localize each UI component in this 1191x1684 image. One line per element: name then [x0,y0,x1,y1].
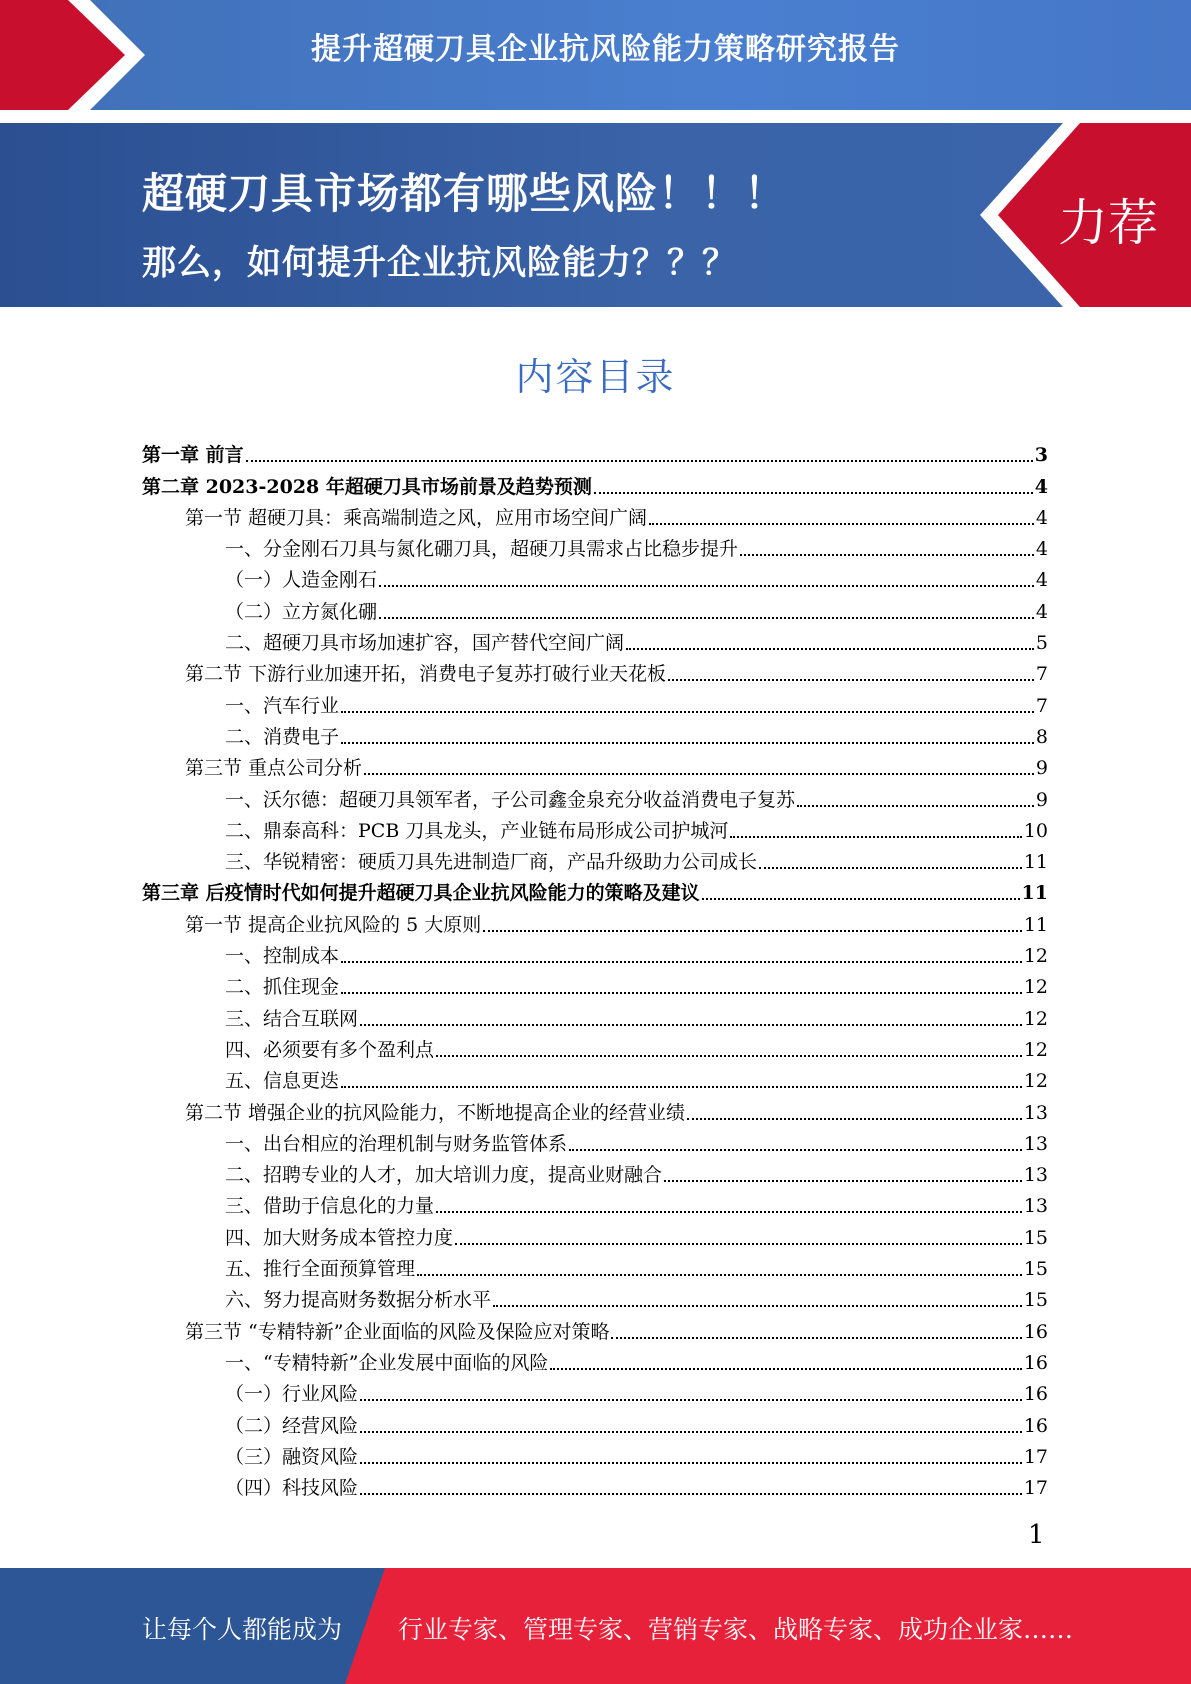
toc-entry[interactable] [142,1250,1048,1281]
toc-entry-page: 13 [1023,1132,1048,1155]
hero-question-1: 超硬刀具市场都有哪些风险！！！ [142,169,788,218]
toc-entry-page: 12 [1023,1038,1048,1061]
toc-entry-title: 一、分金刚石刀具与氮化硼刀具，超硬刀具需求占比稳步提升 [225,538,739,561]
dot-leader [341,961,1022,963]
toc-entry-page: 4 [1034,475,1048,498]
toc-entry-page: 5 [1035,632,1048,655]
toc-entry-title: 三、结合互联网 [225,1007,359,1030]
toc-entry[interactable] [142,937,1048,968]
toc-entry[interactable] [142,1312,1048,1343]
top-banner [0,0,1191,110]
toc-entry-page: 13 [1023,1101,1048,1124]
toc-entry-title: 三、借助于信息化的力量 [225,1195,435,1218]
dot-leader [360,1493,1022,1495]
toc-entry-page: 16 [1023,1383,1048,1406]
toc-entry-title: （二）经营风险 [225,1414,359,1437]
dot-leader [668,679,1034,681]
toc-entry-title: 第一节 提高企业抗风险的 5 大原则 [185,913,482,936]
dot-leader [626,648,1034,650]
dot-leader [360,1024,1022,1026]
toc-entry-title: 二、超硬刀具市场加速扩容，国产替代空间广阔 [225,632,625,655]
dot-leader [417,1274,1022,1276]
dot-leader [341,1086,1022,1088]
dot-leader [550,1368,1021,1370]
toc-entry-title: 一、出台相应的治理机制与财务监管体系 [225,1132,568,1155]
toc-entry[interactable] [142,780,1048,811]
toc-entry-page: 4 [1035,538,1048,561]
dot-leader [569,1149,1022,1151]
toc-entry[interactable] [142,843,1048,874]
dot-leader [740,554,1034,556]
toc-entry[interactable] [142,436,1048,467]
toc-entry-title: 二、鼎泰高科：PCB 刀具龙头，产业链布局形成公司护城河 [225,819,729,842]
toc-entry-page: 16 [1023,1320,1048,1343]
toc-entry-page: 9 [1035,788,1048,811]
dot-leader [246,460,1033,462]
dot-leader [360,1399,1022,1401]
toc-entry-page: 11 [1023,851,1048,874]
toc-entry-title: 第一节 超硬刀具：乘高端制造之风，应用市场空间广阔 [185,506,648,529]
toc-entry-title: （二）立方氮化硼 [225,600,378,623]
toc-entry[interactable] [142,1125,1048,1156]
toc-entry-page: 15 [1023,1289,1048,1312]
dot-leader [455,1243,1022,1245]
hero-banner [0,123,1191,307]
toc-entry[interactable] [142,686,1048,717]
toc-entry-title: 第二章 2023-2028 年超硬刀具市场前景及趋势预测 [142,475,592,498]
dot-leader [379,617,1034,619]
toc-entry-page: 10 [1023,819,1048,842]
dot-leader [649,523,1034,525]
toc-entry[interactable] [142,1375,1048,1406]
toc-entry-page: 12 [1023,976,1048,999]
dot-leader [436,1055,1022,1057]
toc-entry-title: 第三节 “专精特新”企业面临的风险及保险应对策略 [185,1320,610,1343]
toc-entry-page: 12 [1023,1070,1048,1093]
dot-leader [360,1431,1022,1433]
dot-leader [611,1337,1021,1339]
toc-entry[interactable] [142,467,1048,498]
toc-entry-title: 第三章 后疫情时代如何提升超硬刀具企业抗风险能力的策略及建议 [142,882,700,905]
dot-leader [759,867,1022,869]
toc-entry-page: 7 [1035,663,1048,686]
dot-leader [594,492,1033,494]
toc-entry-title: 一、汽车行业 [225,694,340,717]
toc-entry-title: 二、抓住现金 [225,976,340,999]
toc-entry[interactable] [142,592,1048,623]
toc-entry[interactable] [142,655,1048,686]
toc-entry[interactable] [142,1438,1048,1469]
toc-entry-title: 五、推行全面预算管理 [225,1258,416,1281]
footer-banner [0,1568,1191,1684]
dot-leader [687,1118,1022,1120]
toc-entry-page: 9 [1035,757,1048,780]
toc-entry-page: 7 [1035,694,1048,717]
toc-entry-page: 8 [1035,725,1048,748]
dot-leader [483,930,1022,932]
toc-entry[interactable] [142,1344,1048,1375]
toc-entry-title: 第二节 下游行业加速开拓，消费电子复苏打破行业天花板 [185,663,667,686]
toc-entry[interactable] [142,905,1048,936]
toc-entry-page: 12 [1023,1007,1048,1030]
toc-entry[interactable] [142,874,1048,905]
toc-entry[interactable] [142,1218,1048,1249]
toc-entry[interactable] [142,1093,1048,1124]
toc-entry-page: 13 [1023,1195,1048,1218]
toc-entry-page: 4 [1035,506,1048,529]
dot-leader [493,1305,1022,1307]
toc-entry[interactable] [142,499,1048,530]
toc-entry[interactable] [142,1406,1048,1437]
toc-entry-page: 16 [1023,1351,1048,1374]
footer-slogan-left: 让每个人都能成为 [142,1615,343,1644]
dot-leader [664,1180,1022,1182]
toc-entry-title: （一）人造金刚石 [225,569,378,592]
table-of-contents [142,436,1048,1500]
toc-entry-title: 六、努力提高财务数据分析水平 [225,1289,492,1312]
toc-entry-title: （四）科技风险 [225,1477,359,1500]
toc-entry[interactable] [142,1187,1048,1218]
toc-entry[interactable] [142,999,1048,1030]
dot-leader [364,773,1034,775]
toc-entry-page: 15 [1023,1258,1048,1281]
toc-entry[interactable] [142,1469,1048,1500]
dot-leader [360,1462,1022,1464]
toc-heading: 内容目录 [515,355,676,399]
dot-leader [797,805,1034,807]
dot-leader [702,898,1020,900]
toc-entry[interactable] [142,812,1048,843]
toc-entry[interactable] [142,1062,1048,1093]
toc-entry-page: 11 [1023,913,1048,936]
toc-entry-title: 一、沃尔德：超硬刀具领军者，子公司鑫金泉充分收益消费电子复苏 [225,788,796,811]
recommend-badge: 力荐 [1058,194,1158,252]
toc-entry-title: 二、招聘专业的人才，加大培训力度，提高业财融合 [225,1164,663,1187]
toc-entry-title: （三）融资风险 [225,1445,359,1468]
toc-entry-page: 17 [1023,1445,1048,1468]
dot-leader [730,836,1021,838]
dot-leader [341,711,1034,713]
toc-entry-page: 12 [1023,945,1048,968]
page-number: 1 [1028,1520,1045,1550]
footer-slogan-right: 行业专家、管理专家、营销专家、战略专家、成功企业家…… [398,1615,1074,1644]
toc-entry-title: 第一章 前言 [142,444,244,467]
toc-entry[interactable] [142,1281,1048,1312]
toc-entry[interactable] [142,530,1048,561]
dot-leader [341,992,1022,994]
toc-entry-title: 四、必须要有多个盈利点 [225,1038,435,1061]
toc-entry[interactable] [142,561,1048,592]
toc-entry-title: 五、信息更迭 [225,1070,340,1093]
toc-entry-title: 第三节 重点公司分析 [185,757,363,780]
toc-entry[interactable] [142,624,1048,655]
dot-leader [341,742,1034,744]
toc-entry[interactable] [142,718,1048,749]
toc-entry-title: （一）行业风险 [225,1383,359,1406]
dot-leader [379,585,1034,587]
toc-entry-page: 4 [1035,600,1048,623]
toc-entry[interactable] [142,968,1048,999]
toc-entry-title: 一、“专精特新”企业发展中面临的风险 [225,1351,549,1374]
toc-entry-title: 三、华锐精密：硬质刀具先进制造厂商，产品升级助力公司成长 [225,851,758,874]
toc-entry[interactable] [142,1031,1048,1062]
toc-entry-page: 3 [1034,444,1048,467]
toc-entry-title: 四、加大财务成本管控力度 [225,1226,454,1249]
toc-entry-page: 15 [1023,1226,1048,1249]
toc-entry-page: 11 [1021,882,1048,905]
toc-entry-title: 二、消费电子 [225,725,340,748]
toc-entry-title: 第二节 增强企业的抗风险能力，不断地提高企业的经营业绩 [185,1101,686,1124]
toc-entry-page: 13 [1023,1164,1048,1187]
toc-entry-page: 17 [1023,1477,1048,1500]
toc-entry-page: 4 [1035,569,1048,592]
dot-leader [436,1211,1022,1213]
toc-entry[interactable] [142,749,1048,780]
toc-entry-title: 一、控制成本 [225,945,340,968]
toc-entry[interactable] [142,1156,1048,1187]
hero-question-2: 那么，如何提升企业抗风险能力？？？ [142,243,737,283]
toc-entry-page: 16 [1023,1414,1048,1437]
report-title: 提升超硬刀具企业抗风险能力策略研究报告 [311,32,900,67]
